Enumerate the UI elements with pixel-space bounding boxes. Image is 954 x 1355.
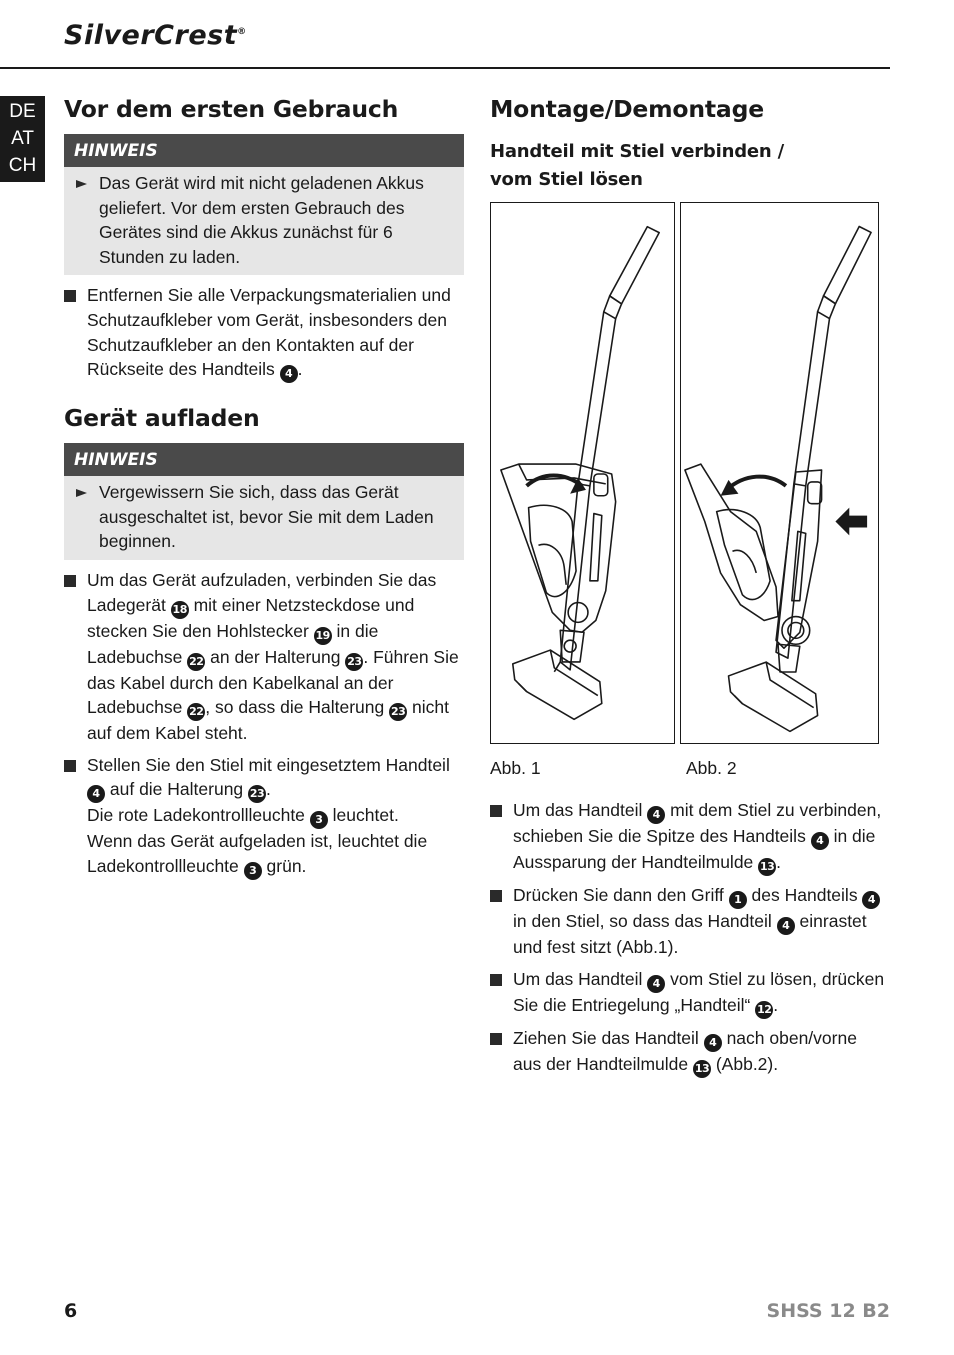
ref-number-badge: 23 [345,653,363,671]
item-text: nach oben/vorne aus der Handteilmulde [513,1027,857,1074]
ref-number-badge: 12 [755,1001,773,1019]
list-item [490,883,890,960]
lang-at: AT [11,128,34,149]
bullet-list-first-use [64,283,464,383]
list-item [490,798,890,876]
ref-number-badge: 13 [693,1060,711,1078]
section-title-assembly: Montage/Demontage [490,95,764,123]
list-item [64,568,464,746]
header-rule [0,67,890,69]
square-bullet-icon [490,805,502,817]
square-bullet-icon [490,890,502,902]
ref-number-badge: 4 [811,832,829,850]
ref-number-badge: 13 [758,858,776,876]
ref-number-badge: 4 [862,891,880,909]
square-bullet-icon [64,760,76,772]
item-text: . [266,779,271,800]
ref-number-badge: 18 [171,601,189,619]
item-text: Stellen Sie den Stiel mit eingesetztem Handteil [87,754,450,775]
item-text: Die rote Ladekontrollleuchte [87,805,305,826]
item-text: auf die Halterung [109,779,244,800]
item-text: Um das Gerät aufzuladen, verbinden Sie das Ladegerät [87,569,437,615]
item-text: an der Halterung [210,646,341,667]
triangle-bullet-icon [76,180,87,188]
notice-box-charging [64,443,464,560]
ref-number-badge: 1 [729,891,747,909]
item-text: , so dass die Halterung [205,697,385,718]
subsection-title [490,138,890,194]
section-title-first-use: Vor dem ersten Gebrauch [64,95,399,123]
item-text: . [773,994,779,1015]
item-text: grün. [266,855,307,876]
square-bullet-icon [64,575,76,587]
registered-mark: ® [237,27,247,37]
item-text: nicht auf dem Kabel steht. [87,697,449,744]
figure-group [490,202,890,746]
item-text: . [776,852,782,872]
item-text: in die Ladebuchse [87,620,379,667]
triangle-bullet-icon [76,489,87,497]
notice-item [74,480,454,554]
brand-logo [64,20,247,51]
notice-label: HINWEIS [64,134,464,167]
item-text: einrastet und fest sitzt (Abb.1). [513,911,867,957]
vacuum-illustration-attach [491,203,674,743]
ref-number-badge: 4 [704,1034,722,1052]
ref-number-badge: 4 [647,806,665,824]
notice-box-first-use [64,134,464,275]
ref-number-badge: 4 [647,975,665,993]
ref-number-badge: 22 [187,703,205,721]
list-item [490,967,890,1019]
item-text: Um das Handteil [513,800,643,820]
notice-text: Vergewissern Sie sich, dass das Gerät ausgeschaltet ist, bevor Sie mit dem Laden beginnen. [99,482,434,552]
figure-2 [680,202,879,744]
item-text: des Handteils [751,885,858,905]
lang-de: DE [9,101,36,122]
figure-1 [490,202,675,744]
ref-number-badge: 22 [187,653,205,671]
item-text: Um das Handteil [513,968,643,989]
ref-number-badge: 23 [389,703,407,721]
square-bullet-icon [490,1033,502,1045]
item-text: vom Stiel zu lösen, drücken Sie die Entriegelung „Handteil“ [513,968,885,1015]
figure-captions [490,758,890,788]
model-number: SHSS 12 B2 [766,1300,890,1322]
list-item [64,283,464,383]
ref-number-badge: 3 [244,862,262,880]
item-text: (Abb.2). [715,1053,779,1074]
item-text: Drücken Sie dann den Griff [513,885,724,905]
item-text: . Führen Sie das Kabel durch den Kabelkanal an der Ladebuchse [87,646,459,718]
notice-item [74,171,454,269]
notice-label: HINWEIS [64,443,464,476]
subtitle-line: Handteil mit Stiel verbinden / [490,141,784,162]
item-text: Wenn das Gerät aufgeladen ist, leuchtet die Ladekontrollleuchte [87,831,428,876]
ref-number-badge: 19 [314,627,332,645]
ref-number-badge: 4 [87,785,105,803]
section-title-charging: Gerät aufladen [64,404,260,433]
ref-number-badge: 4 [777,917,795,935]
ref-number-badge: 23 [248,785,266,803]
item-text: Ziehen Sie das Handteil [513,1027,699,1048]
notice-text: Das Gerät wird mit nicht geladenen Akkus geliefert. Vor dem ersten Gebrauch des Gerätes sind die Akkus zunächst für 6 Stunden zu laden. [99,173,424,267]
bullet-list-charging [64,568,464,880]
item-text: leuchtet. [332,805,399,826]
item-text: in die Aussparung der Handteilmulde [513,826,876,872]
subtitle-line: vom Stiel lösen [490,169,643,190]
item-text: . [297,359,303,380]
caption-fig-1: Abb. 1 [490,758,541,778]
lang-ch: CH [8,155,37,176]
language-tab [0,96,45,182]
bullet-list-assembly [490,798,890,1078]
item-text: in den Stiel, so dass das Handteil [513,911,772,931]
square-bullet-icon [490,974,502,986]
list-item [490,1026,890,1078]
ref-number-badge: 4 [280,365,298,383]
item-text: mit einer Netzsteckdose und stecken Sie den Hohlstecker [87,594,415,641]
right-column [490,92,890,1085]
item-text: mit dem Stiel zu verbinden, schieben Sie die Spitze des Handteils [513,800,882,846]
list-item [64,753,464,880]
caption-fig-2: Abb. 2 [686,758,737,778]
item-text: Entfernen Sie alle Verpackungsmaterialien und Schutzaufkleber vom Gerät, insbesonders den Schutzaufkleber an den Kontakten auf der Rückseite des Handteils [87,285,451,380]
page-number: 6 [64,1300,78,1322]
brand-name: SilverCrest [64,20,238,51]
vacuum-illustration-detach [681,203,878,743]
ref-number-badge: 3 [310,811,328,829]
left-column [64,92,464,887]
square-bullet-icon [64,290,76,302]
